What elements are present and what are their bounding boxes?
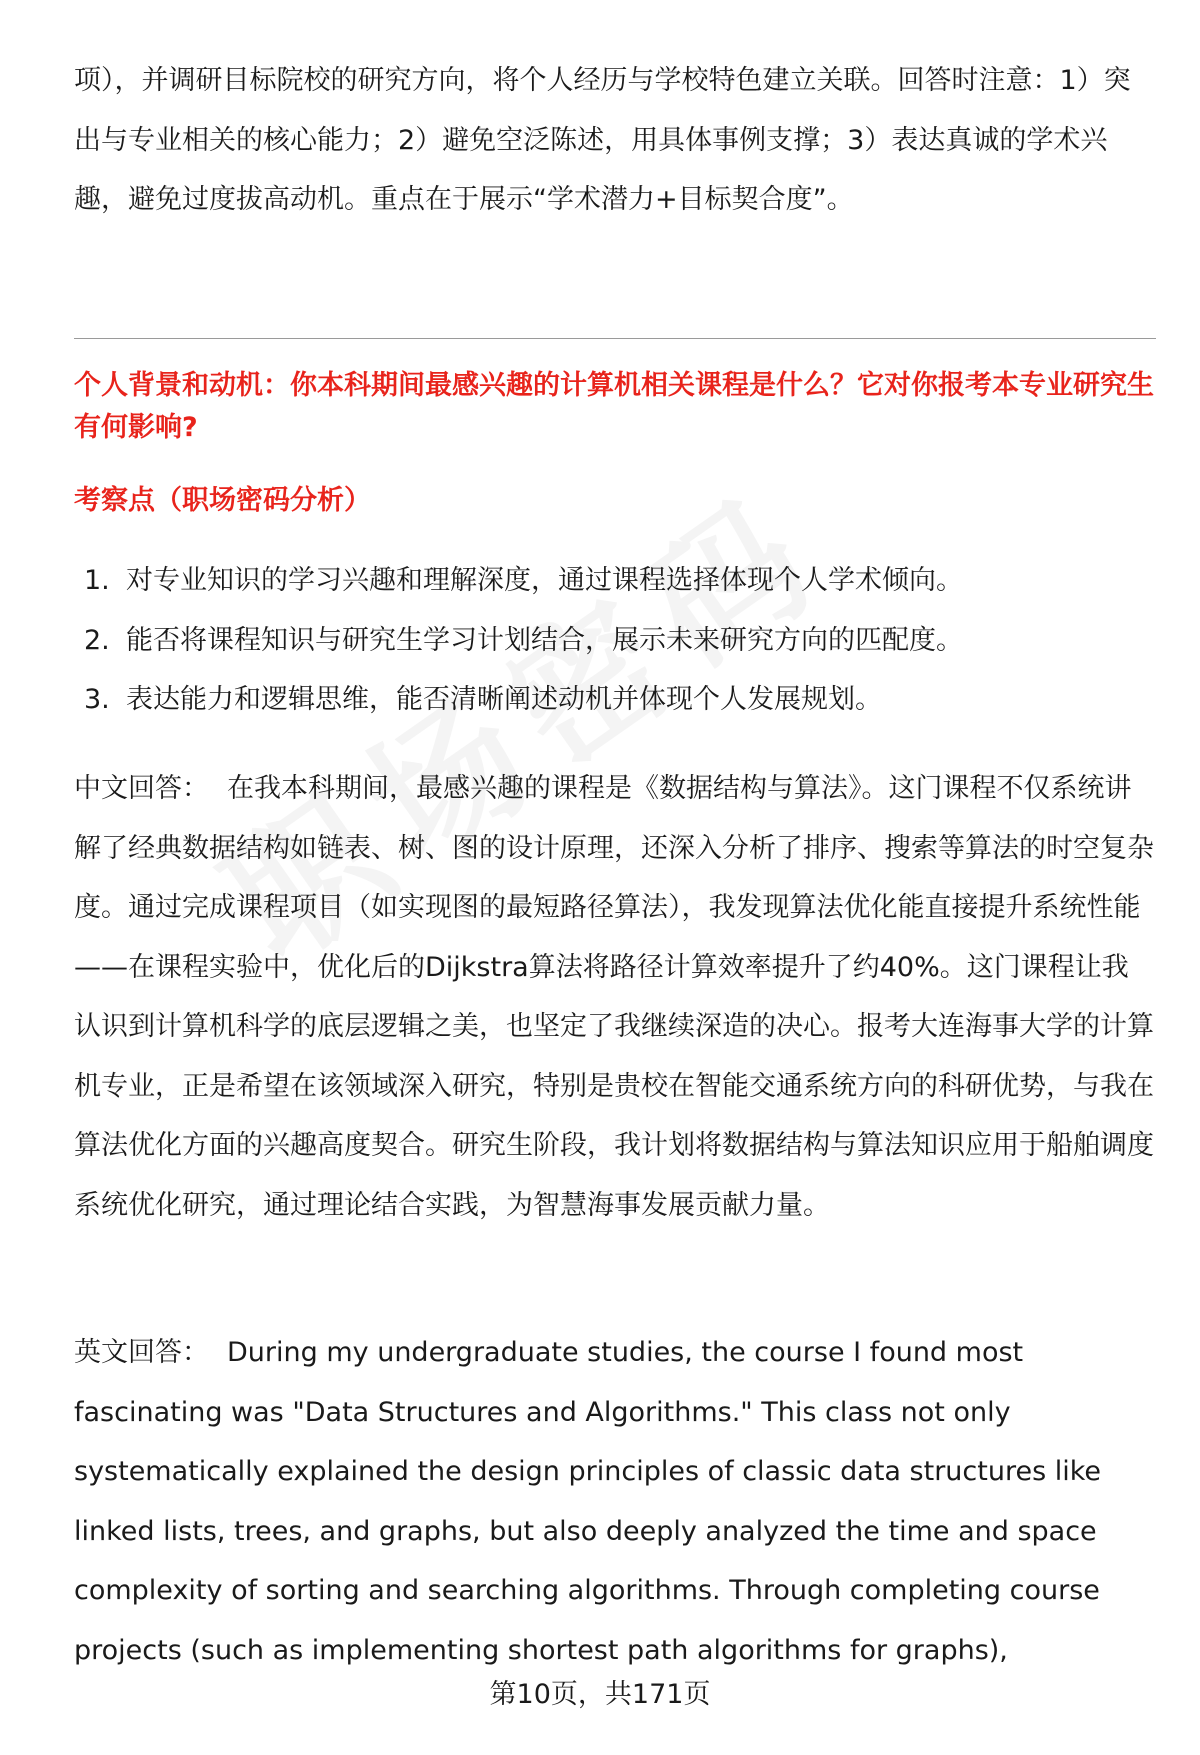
section-divider [74, 338, 1156, 339]
page-number: 第10页，共171页 [489, 1679, 711, 1710]
list-item-number: 3. [84, 684, 110, 715]
list-item-text: 能否将课程知识与研究生学习计划结合，展示未来研究方向的匹配度。 [126, 624, 963, 656]
list-item-text: 对专业知识的学习兴趣和理解深度，通过课程选择体现个人学术倾向。 [126, 565, 963, 596]
list-item [74, 556, 1154, 616]
assessment-points-list [74, 556, 1154, 735]
assessment-points-heading: 考察点（职场密码分析） [74, 485, 371, 516]
chinese-answer-label: 中文回答： [74, 773, 209, 804]
english-answer-text: During my undergraduate studies, the course I found most fascinating was "Data Structures and Algorithms." This class not only systematically explained the design principles of classic data structures like linked lists, trees, and graphs, but also deeply analyzed the time and space complexity of sorting and searching algorithms. Through completing course projects (such as implementing shortest path algorithms for graphs), [74, 1337, 1102, 1666]
chinese-answer-text: 在我本科期间，最感兴趣的课程是《数据结构与算法》。这门课程不仅系统讲解了经典数据结构如链表、树、图的设计原理，还深入分析了排序、搜索等算法的时空复杂度。通过完成课程项目（如实现图的最短路径算法），我发现算法优化能直接提升系统性能——在课程实验中，优化后的Dijkstra算法将路径计算效率提升了约40%。这门课程让我认识到计算机科学的底层逻辑之美，也坚定了我继续深造的决心。报考大连海事大学的计算机专业，正是希望在该领域深入研究，特别是贵校在智能交通系统方向的科研优势，与我在算法优化方面的兴趣高度契合。研究生阶段，我计划将数据结构与算法知识应用于船舶调度系统优化研究，通过理论结合实践，为智慧海事发展贡献力量。 [74, 773, 1154, 1221]
list-item-number: 1. [84, 565, 110, 596]
list-item-text: 表达能力和逻辑思维，能否清晰阐述动机并体现个人发展规划。 [126, 684, 882, 715]
intro-paragraph: 项），并调研目标院校的研究方向，将个人经历与学校特色建立关联。回答时注意：1）突出与专业相关的核心能力；2）避免空泛陈述，用具体事例支撑；3）表达真诚的学术兴趣，避免过度拔高动机。重点在于展示“学术潜力+目标契合度”。 [74, 65, 1131, 215]
chinese-answer [74, 759, 1154, 1235]
english-answer [74, 1323, 1154, 1680]
question-heading: 个人背景和动机：你本科期间最感兴趣的计算机相关课程是什么？它对你报考本专业研究生有何影响? [74, 370, 1154, 443]
english-answer-label: 英文回答： [74, 1337, 209, 1368]
list-item [74, 616, 1154, 676]
list-item [74, 675, 1154, 735]
list-item-number: 2. [84, 624, 110, 656]
